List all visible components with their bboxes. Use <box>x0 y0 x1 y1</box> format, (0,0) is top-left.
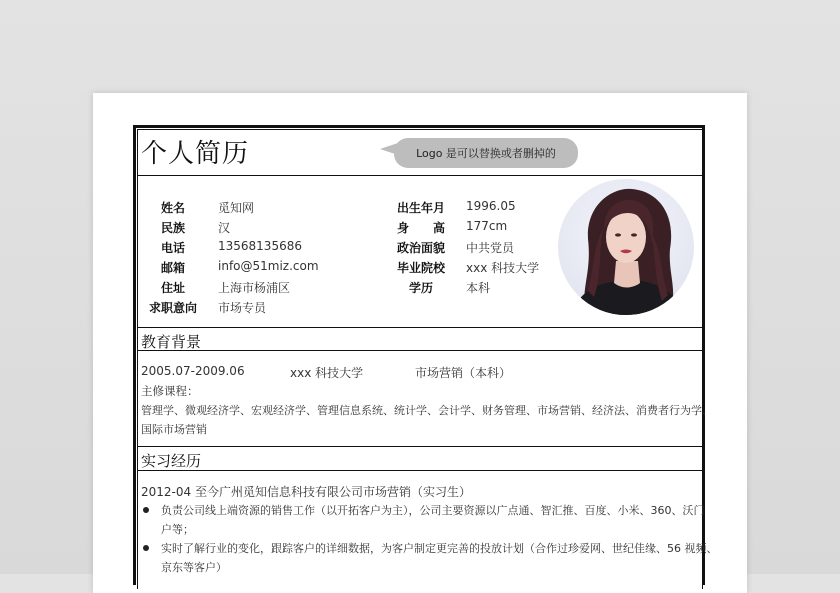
label-name: 姓名 <box>161 201 186 215</box>
value-political: 中共党员 <box>466 241 515 255</box>
bullet-2-line-1: 实时了解行业的变化，跟踪客户的详细数据，为客户制定更完善的投放计划（合作过珍爱网、世纪佳缘、56 视频、 <box>161 542 718 555</box>
education-school: xxx 科技大学 <box>290 366 364 380</box>
internship-heading-divider <box>137 470 703 471</box>
bullet-1-line-1: 负责公司线上端资源的销售工作（以开拓客户为主），公司主要资源以广点通、智汇推、百度、小米、360、沃门 <box>161 504 705 517</box>
courses-label: 主修课程： <box>141 384 199 398</box>
logo-note-text: Logo 是可以替换或者删掉的 <box>416 147 556 160</box>
portrait-illustration <box>558 179 694 315</box>
value-job-intention: 市场专员 <box>218 301 267 315</box>
label-address: 住址 <box>161 281 186 295</box>
label-university: 毕业院校 <box>397 261 446 275</box>
education-period: 2005.07-2009.06 <box>141 364 245 378</box>
value-university: xxx 科技大学 <box>466 261 540 275</box>
internship-entry: 2012-04 至今广州觅知信息科技有限公司市场营销（实习生） <box>141 485 471 499</box>
logo-placeholder-bubble[interactable] <box>394 138 578 168</box>
label-degree: 学历 <box>409 281 434 295</box>
courses-line-1: 管理学、微观经济学、宏观经济学、管理信息系统、统计学、会计学、财务管理、市场营销、经济法、消费者行为学、 <box>141 404 713 417</box>
value-degree: 本科 <box>466 281 491 295</box>
header-divider <box>137 175 703 176</box>
internship-heading: 实习经历 <box>141 452 202 470</box>
value-email: info@51miz.com <box>218 259 319 273</box>
value-birth: 1996.05 <box>466 199 516 213</box>
label-job-intention: 求职意向 <box>149 301 198 315</box>
bullet-dot <box>143 507 149 513</box>
label-birth: 出生年月 <box>397 201 446 215</box>
value-phone: 13568135686 <box>218 239 302 253</box>
profile-photo[interactable] <box>558 179 694 315</box>
profile-divider <box>137 327 703 328</box>
resume-title: 个人简历 <box>141 139 250 169</box>
education-divider <box>137 446 703 447</box>
bullet-2-line-2: 京东等客户） <box>161 561 227 574</box>
education-major: 市场营销（本科） <box>415 366 512 380</box>
education-heading-divider <box>137 350 703 351</box>
label-phone: 电话 <box>161 241 186 255</box>
value-ethnicity: 汉 <box>218 221 231 235</box>
courses-line-2: 国际市场营销 <box>141 423 207 436</box>
label-political: 政治面貌 <box>397 241 446 255</box>
value-name: 觅知网 <box>218 201 255 215</box>
value-height: 177cm <box>466 219 508 233</box>
bullet-1-line-2: 户等； <box>161 523 194 536</box>
bullet-dot <box>143 545 149 551</box>
value-address: 上海市杨浦区 <box>218 281 291 295</box>
label-email: 邮箱 <box>161 261 186 275</box>
label-ethnicity: 民族 <box>161 221 186 235</box>
education-heading: 教育背景 <box>141 333 202 351</box>
label-height: 身高 <box>397 221 445 235</box>
